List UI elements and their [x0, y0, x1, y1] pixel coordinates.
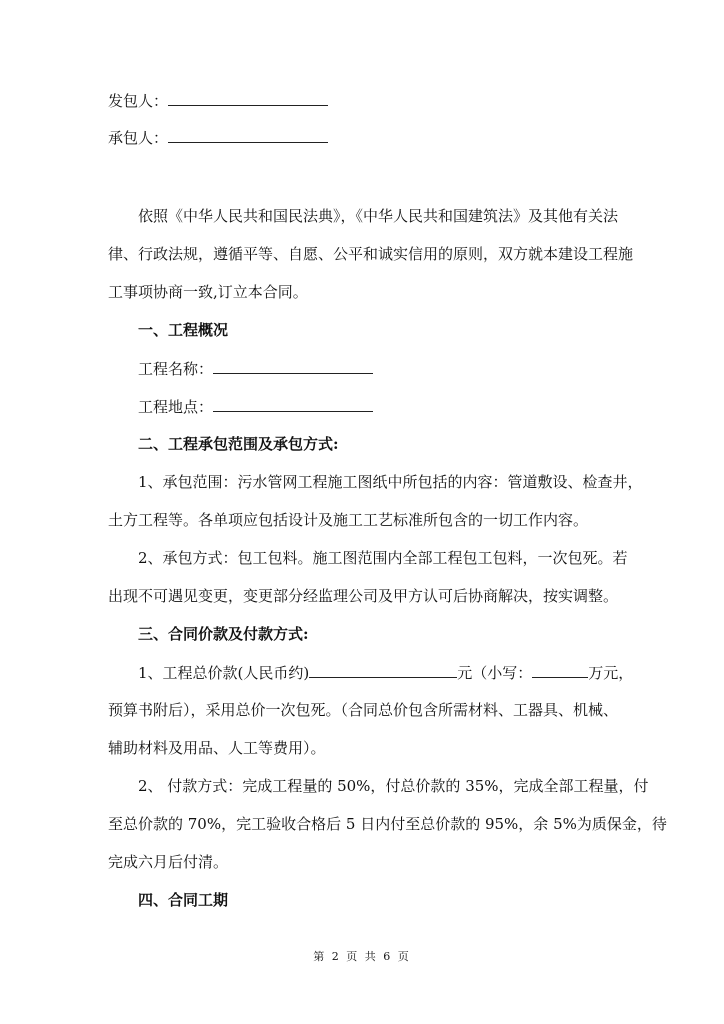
project-location-label: 工程地点： [138, 398, 214, 416]
section2-item2-line1: 2、承包方式：包工包料。施工图范围内全部工程包工包料，一次包死。若 [138, 549, 628, 567]
section3-item2-line3: 完成六月后付清。 [108, 853, 229, 871]
project-location-line [138, 396, 373, 417]
total-price-blank [309, 662, 457, 678]
contractor-line [108, 127, 328, 148]
project-name-label: 工程名称： [138, 360, 214, 378]
total-price-suffix: 万元， [588, 664, 634, 682]
preamble-line-2: 律、行政法规，遵循平等、自愿、公平和诚实信用的原则，双方就本建设工程施 [108, 245, 634, 263]
section3-item2-line2: 至总价款的 70%，完工验收合格后 5 日内付至总价款的 95%，余 5%为质保金，待 [108, 815, 667, 833]
project-location-blank [213, 396, 373, 412]
total-price-figure-blank [532, 662, 588, 678]
preamble-line-1: 依照《中华人民共和国民法典》，《中华人民共和国建筑法》及其他有关法 [138, 207, 619, 225]
employer-blank [168, 90, 328, 106]
section3-item1-line1 [138, 662, 633, 683]
section2-item1-line1: 1、承包范围：污水管网工程施工图纸中所包括的内容：管道敷设、检查井， [138, 473, 643, 491]
section1-title: 一、工程概况 [138, 321, 229, 339]
project-name-blank [213, 358, 373, 374]
employer-label: 发包人： [108, 92, 169, 110]
section2-item2-line2: 出现不可遇见变更，变更部分经监理公司及甲方认可后协商解决，按实调整。 [108, 587, 619, 605]
section3-item1-line2: 预算书附后），采用总价一次包死。（合同总价包含所需材料、工器具、机械、 [108, 701, 619, 719]
section2-item1-line2: 土方工程等。各单项应包括设计及施工工艺标准所包含的一切工作内容。 [108, 511, 589, 529]
section3-item1-line3: 辅助材料及用品、人工等费用）。 [108, 739, 326, 757]
contractor-blank [168, 127, 328, 143]
project-name-line [138, 358, 373, 379]
total-price-mid: 元（小写： [457, 664, 533, 682]
page-footer: 第 2 页 共 6 页 [313, 950, 411, 963]
section3-title: 三、合同价款及付款方式: [138, 625, 309, 643]
preamble-line-3: 工事项协商一致,订立本合同。 [108, 283, 308, 301]
contractor-label: 承包人： [108, 129, 169, 147]
section3-item2-line1: 2、 付款方式：完成工程量的 50%，付总价款的 35%，完成全部工程量，付 [138, 777, 649, 795]
section4-title: 四、合同工期 [138, 891, 229, 909]
employer-line [108, 90, 328, 111]
section2-title: 二、工程承包范围及承包方式: [138, 435, 339, 453]
total-price-label: 1、工程总价款(人民币约) [138, 664, 310, 682]
